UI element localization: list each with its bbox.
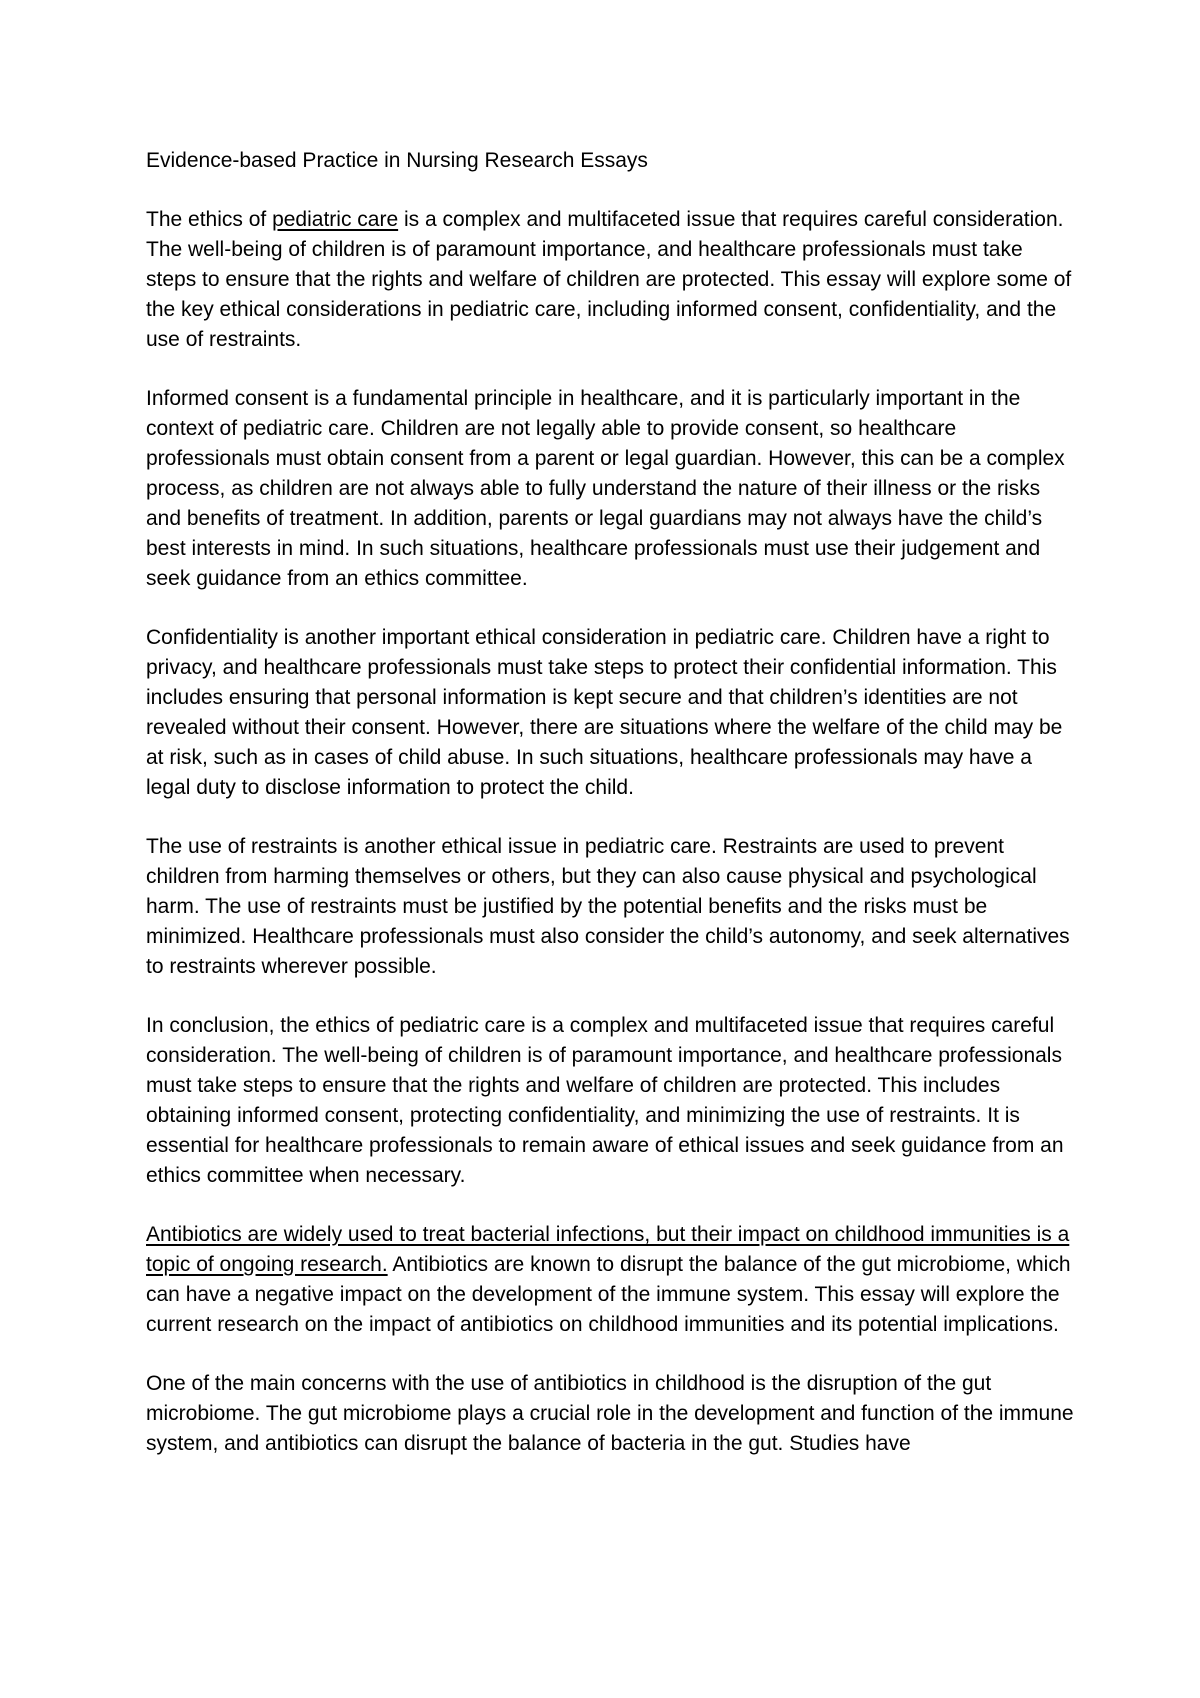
paragraph-restraints: The use of restraints is another ethical issue in pediatric care. Restraints are used to prevent children from harming themselves or others, but they can also cause physical and psychological harm. The use of restraints must be justified by the potential benefits and the risks must be minimized. Healthcare professionals must also consider the child’s autonomy, and seek alternatives to restraints wherever possible. <box>146 835 1070 978</box>
antibiotics-link[interactable]: Antibiotics are widely used to treat bacterial infections, but their impact on childhood immunities is a topic of ongoing research. <box>146 1223 1070 1276</box>
paragraph-antibiotics-text: Antibiotics are known to disrupt the balance of the gut microbiome, which can have a negative impact on the development of the immune system. This essay will explore the current research on the impact of antibiotics on childhood immunities and its potential implications. <box>146 1253 1071 1336</box>
paragraph-antibiotics-intro <box>146 1220 1076 1340</box>
paragraph-gut-microbiome: One of the main concerns with the use of antibiotics in childhood is the disruption of the gut microbiome. The gut microbiome plays a crucial role in the development and function of the immune system, and antibiotics can disrupt the balance of bacteria in the gut. Studies have <box>146 1372 1074 1455</box>
paragraph-conclusion: In conclusion, the ethics of pediatric care is a complex and multifaceted issue that requires careful consideration. The well-being of children is of paramount importance, and healthcare professionals must take steps to ensure that the rights and welfare of children are protected. This includes obtaining informed consent, protecting confidentiality, and minimizing the use of restraints. It is essential for healthcare professionals to remain aware of ethical issues and seek guidance from an ethics committee when necessary. <box>146 1014 1064 1187</box>
pediatric-care-link[interactable]: pediatric care <box>272 208 399 231</box>
paragraph-intro-text: is a complex and multifaceted issue that requires careful consideration. The well-being of children is of paramount importance, and healthcare professionals must take steps to ensure that the rights and welfare of children are protected. This essay will explore some of the key ethical considerations in pediatric care, including informed consent, confidentiality, and the use of restraints. <box>146 208 1072 351</box>
paragraph-intro <box>146 205 1076 355</box>
paragraph-confidentiality: Confidentiality is another important ethical consideration in pediatric care. Children have a right to privacy, and healthcare professionals must take steps to protect their confidential information. This includes ensuring that personal information is kept secure and that children’s identities are not revealed without their consent. However, there are situations where the welfare of the child may be at risk, such as in cases of child abuse. In such situations, healthcare professionals may have a legal duty to disclose information to protect the child. <box>146 626 1063 799</box>
document-body <box>146 146 1076 1488</box>
paragraph-informed-consent: Informed consent is a fundamental principle in healthcare, and it is particularly important in the context of pediatric care. Children are not legally able to provide consent, so healthcare professionals must obtain consent from a parent or legal guardian. However, this can be a complex process, as children are not always able to fully understand the nature of their illness or the risks and benefits of treatment. In addition, parents or legal guardians may not always have the child’s best interests in mind. In such situations, healthcare professionals must use their judgement and seek guidance from an ethics committee. <box>146 387 1065 590</box>
document-title: Evidence-based Practice in Nursing Research Essays <box>146 149 648 172</box>
paragraph-intro-lead: The ethics of <box>146 208 273 231</box>
